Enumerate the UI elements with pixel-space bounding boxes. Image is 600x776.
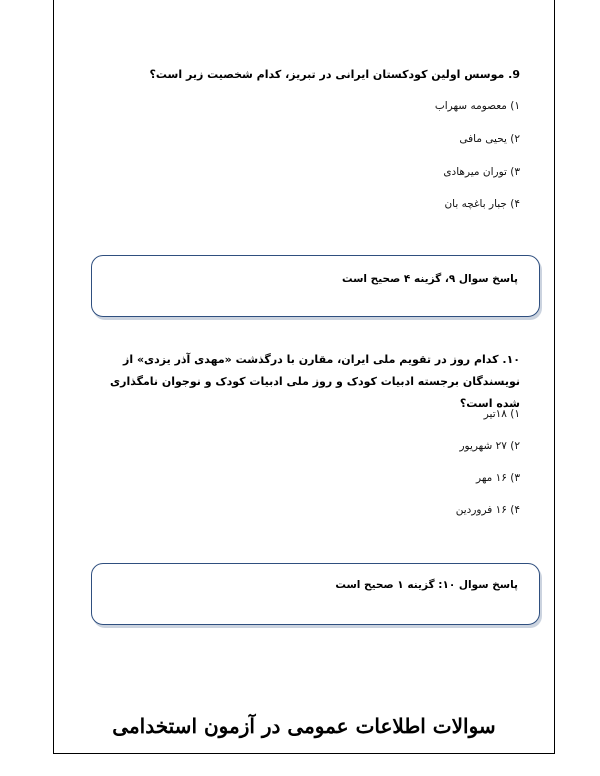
q10-answer: پاسخ سوال ۱۰: گزینه ۱ صحیح است [335,579,518,591]
q10-answer-box [91,563,540,625]
q10-option-4: ۴) ۱۶ فروردین [455,504,520,516]
q9-option-4: ۴) جبار باغچه بان [444,198,520,210]
q10-option-2: ۲) ۲۷ شهریور [459,440,520,452]
question-9: 9. موسس اولین کودکستان ایرانی در تبریز، کدام شخصیت زیر است؟ [149,68,520,81]
q10-option-3: ۳) ۱۶ مهر [476,472,520,484]
q10-option-1: ۱) ۱۸تیر [483,408,520,420]
footer-title: سوالات اطلاعات عمومی در آزمون استخدامی [112,714,496,738]
q9-answer: پاسخ سوال ۹، گزینه ۴ صحیح است [341,273,518,285]
q9-answer-box [91,255,540,317]
q9-option-2: ۲) یحیی مافی [459,133,520,145]
q9-option-1: ۱) معصومه سهراب [434,100,520,112]
question-10: ۱۰. کدام روز در تقویم ملی ایران، مقارن با درگذشت «مهدی آذر یزدی» از نویسندگان برجسته ادبیات کودک و روز ملی ادبیات کودک و نوجوان نامگذاری شده است؟ [110,353,520,410]
q9-option-3: ۳) توران میرهادی [443,166,520,178]
